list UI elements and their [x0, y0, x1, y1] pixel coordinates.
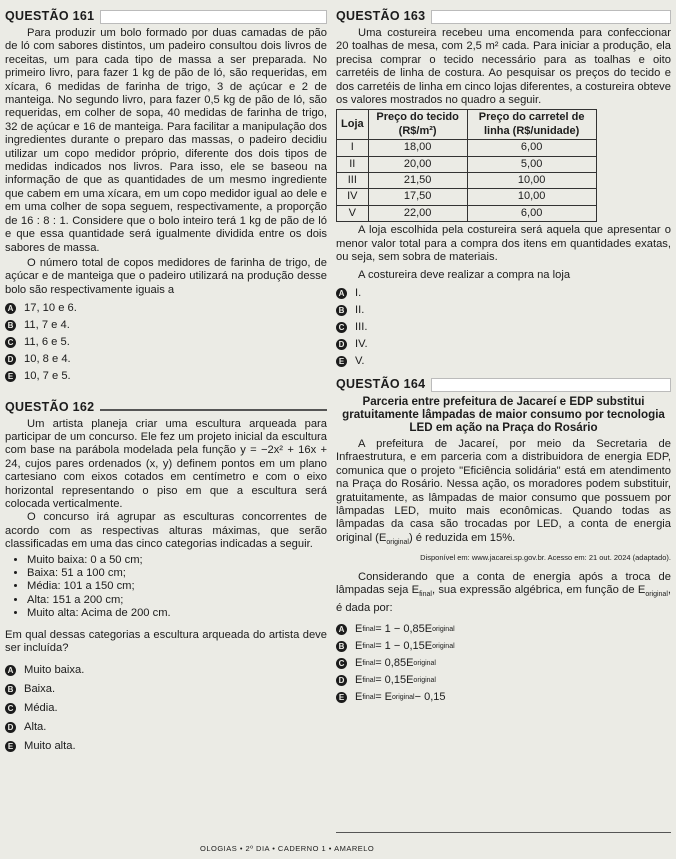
- list-item: • Baixa: 51 a 100 cm;: [27, 567, 327, 580]
- list-item: • Muito baixa: 0 a 50 cm;: [27, 554, 327, 567]
- q163-header: QUESTÃO 163: [336, 10, 671, 24]
- list-item: • Alta: 151 a 200 cm;: [27, 594, 327, 607]
- q161-option-d[interactable]: D 10, 8 e 4.: [5, 351, 327, 368]
- q161-option-c[interactable]: C 11, 6 e 5.: [5, 334, 327, 351]
- table-row: V 22,00 6,00: [337, 205, 597, 221]
- q162-option-c[interactable]: C Média.: [5, 699, 327, 718]
- table-header: Preço do carretel de linha (R$/unidade): [467, 110, 596, 140]
- q164-text: A prefeitura de Jacareí, por meio da Secretaria de Infraestrutura, e em parceria com a distribuidora de energia EDP, comunica que o projeto "Eficiência solidária" está em atendimento na Praça do Rosário. Nessa ação, os moradores podem substituir, gratuitamente, as lâmpadas de maior consumo que possuem por lâmpadas LED, muito mais econômicas. Quando todas as lâmpadas da casa são trocadas por LED, a conta de energia original $(E_{original})$ é reduzida em 15%.: [336, 437, 671, 546]
- right-column: [336, 10, 671, 706]
- q164-option-d[interactable]: D E final = 0,15E original: [336, 672, 671, 689]
- list-item: • Média: 101 a 150 cm;: [27, 580, 327, 593]
- q162-option-d[interactable]: D Alta.: [5, 718, 327, 737]
- q163-price-table: [336, 109, 597, 222]
- q163-question: A costureira deve realizar a compra na loja: [358, 268, 571, 281]
- q164-header: QUESTÃO 164: [336, 378, 671, 392]
- q164-option-b[interactable]: B E final = 1 − 0,15E original: [336, 638, 671, 655]
- q162-text: Um artista planeja criar uma escultura arqueada para participar de um concurso. Ele fez um projeto inicial da escultura com base na parábola modelada pela função y = −2x² + 16x + 24, cujos pares ordenados (x, y) definem pontos em um plano cartesiano com eixos cotados em centímetro e com o eixo horizontal representando o piso em que a escultura será colocada verticalmente.: [5, 417, 327, 510]
- footer-divider: [336, 832, 671, 833]
- q161-question: O número total de copos medidores de farinha de trigo, de açúcar e de manteiga que o padeiro utilizará na produção desse bolo são respectivamente iguais a: [5, 256, 327, 296]
- q161-option-a[interactable]: A 17, 10 e 6.: [5, 300, 327, 317]
- q161-option-b[interactable]: B 11, 7 e 4.: [5, 317, 327, 334]
- q164-option-a[interactable]: A E final = 1 − 0,85E original: [336, 621, 671, 638]
- page-footer: OLOGIAS • 2º DIA • CADERNO 1 • AMARELO: [200, 844, 375, 853]
- q164-options: [336, 621, 671, 706]
- q163-options: [336, 285, 671, 370]
- q162-option-e[interactable]: E Muito alta.: [5, 737, 327, 756]
- q162-options: [5, 661, 327, 756]
- q163-text: Uma costureira recebeu uma encomenda para confeccionar 20 toalhas de mesa, com 2,5 m² cada. Para iniciar a produção, ela precisa comprar o tecido necessário para as toalhas e oito carretéis de linha de costura. Ao pesquisar os preços do tecido e dos carretéis de linha em cinco lojas diferentes, a costureira obteve os valores mostrados no quadro a seguir.: [336, 27, 671, 107]
- q161-options: [5, 300, 327, 385]
- left-column: [5, 10, 327, 756]
- q163-option-e[interactable]: E V.: [336, 353, 671, 370]
- table-row: III 21,50 10,00: [337, 173, 597, 189]
- table-header: Loja: [337, 110, 369, 140]
- list-item: • Muito alta: Acima de 200 cm.: [27, 607, 327, 620]
- table-row: II 20,00 5,00: [337, 156, 597, 172]
- q162-category-list: [5, 554, 327, 621]
- q163-option-a[interactable]: A I.: [336, 285, 671, 302]
- q161-header: QUESTÃO 161: [5, 10, 327, 24]
- q163-option-c[interactable]: C III.: [336, 319, 671, 336]
- q162-header: QUESTÃO 162: [5, 401, 327, 414]
- q163-option-b[interactable]: B II.: [336, 302, 671, 319]
- q163-option-d[interactable]: D IV.: [336, 336, 671, 353]
- table-row: I 18,00 6,00: [337, 140, 597, 156]
- q162-option-b[interactable]: B Baixa.: [5, 680, 327, 699]
- q161-option-e[interactable]: E 10, 7 e 5.: [5, 368, 327, 385]
- table-header: Preço do tecido (R$/m²): [368, 110, 467, 140]
- q161-text: Para produzir um bolo formado por duas camadas de pão de ló com sabores distintos, um padeiro consultou dois livros de receitas, um para cada tipo de massa a ser preparada. No primeiro livro, para fazer 1 kg de pão de ló, são requeridas, em xícara, 6 medidas de farinha de trigo, 3 de açúcar e 2 de manteiga. No segundo livro, para fazer 0,5 kg de pão de ló, são requeridas, em colher de sopa, 40 medidas de farinha de trigo, 32 de açúcar e 16 de manteiga. Para facilitar a manipulação dos ingredientes durante o preparo das massas, o padeiro decidiu utilizar um copo medidor próprio, diferente dos dois tipos de medidas indicados nos livros. Para isso, ele se baseou na informação de que as quantidades de um mesmo ingrediente que cabem em uma xícara, em um copo medidor igual ao dele e em uma colher de sopa seguem, respectivamente, a proporção de 16 : 8 : 1. Considere que o bolo inteiro terá 1 kg de pão de ló e que essa quantidade será igualmente dividida entre os dois sabores de massa.: [5, 27, 327, 254]
- q162-text2: O concurso irá agrupar as esculturas concorrentes de acordo com as respectivas alturas máximas, que serão classificadas em uma das cinco categorias indicadas a seguir.: [5, 511, 327, 551]
- q164-option-e[interactable]: E E final = E original − 0,15: [336, 689, 671, 706]
- q164-article-title: Parceria entre prefeitura de Jacareí e EDP substitui gratuitamente lâmpadas de maior consumo por tecnologia LED em ação na Praça do Rosário: [342, 394, 665, 434]
- q164-source: Disponível em: www.jacarei.sp.gov.br. Acesso em: 21 out. 2024 (adaptado).: [420, 553, 671, 563]
- q164-question: Considerando que a conta de energia após a troca de lâmpadas seja $E_{final}$, sua expressão algébrica, em função de $E_{original}$, é dada por:: [336, 570, 671, 614]
- q162-question: Em qual dessas categorias a escultura arqueada do artista deve ser incluída?: [5, 628, 327, 655]
- q162-option-a[interactable]: A Muito baixa.: [5, 661, 327, 680]
- table-header-row: [337, 110, 597, 140]
- q164-option-c[interactable]: C E final = 0,85E original: [336, 655, 671, 672]
- table-row: IV 17,50 10,00: [337, 189, 597, 205]
- q163-text2: A loja escolhida pela costureira será aquela que apresentar o menor valor total para a compra dos itens em quantidades exatas, ou seja, sem sobra de materiais.: [336, 224, 671, 264]
